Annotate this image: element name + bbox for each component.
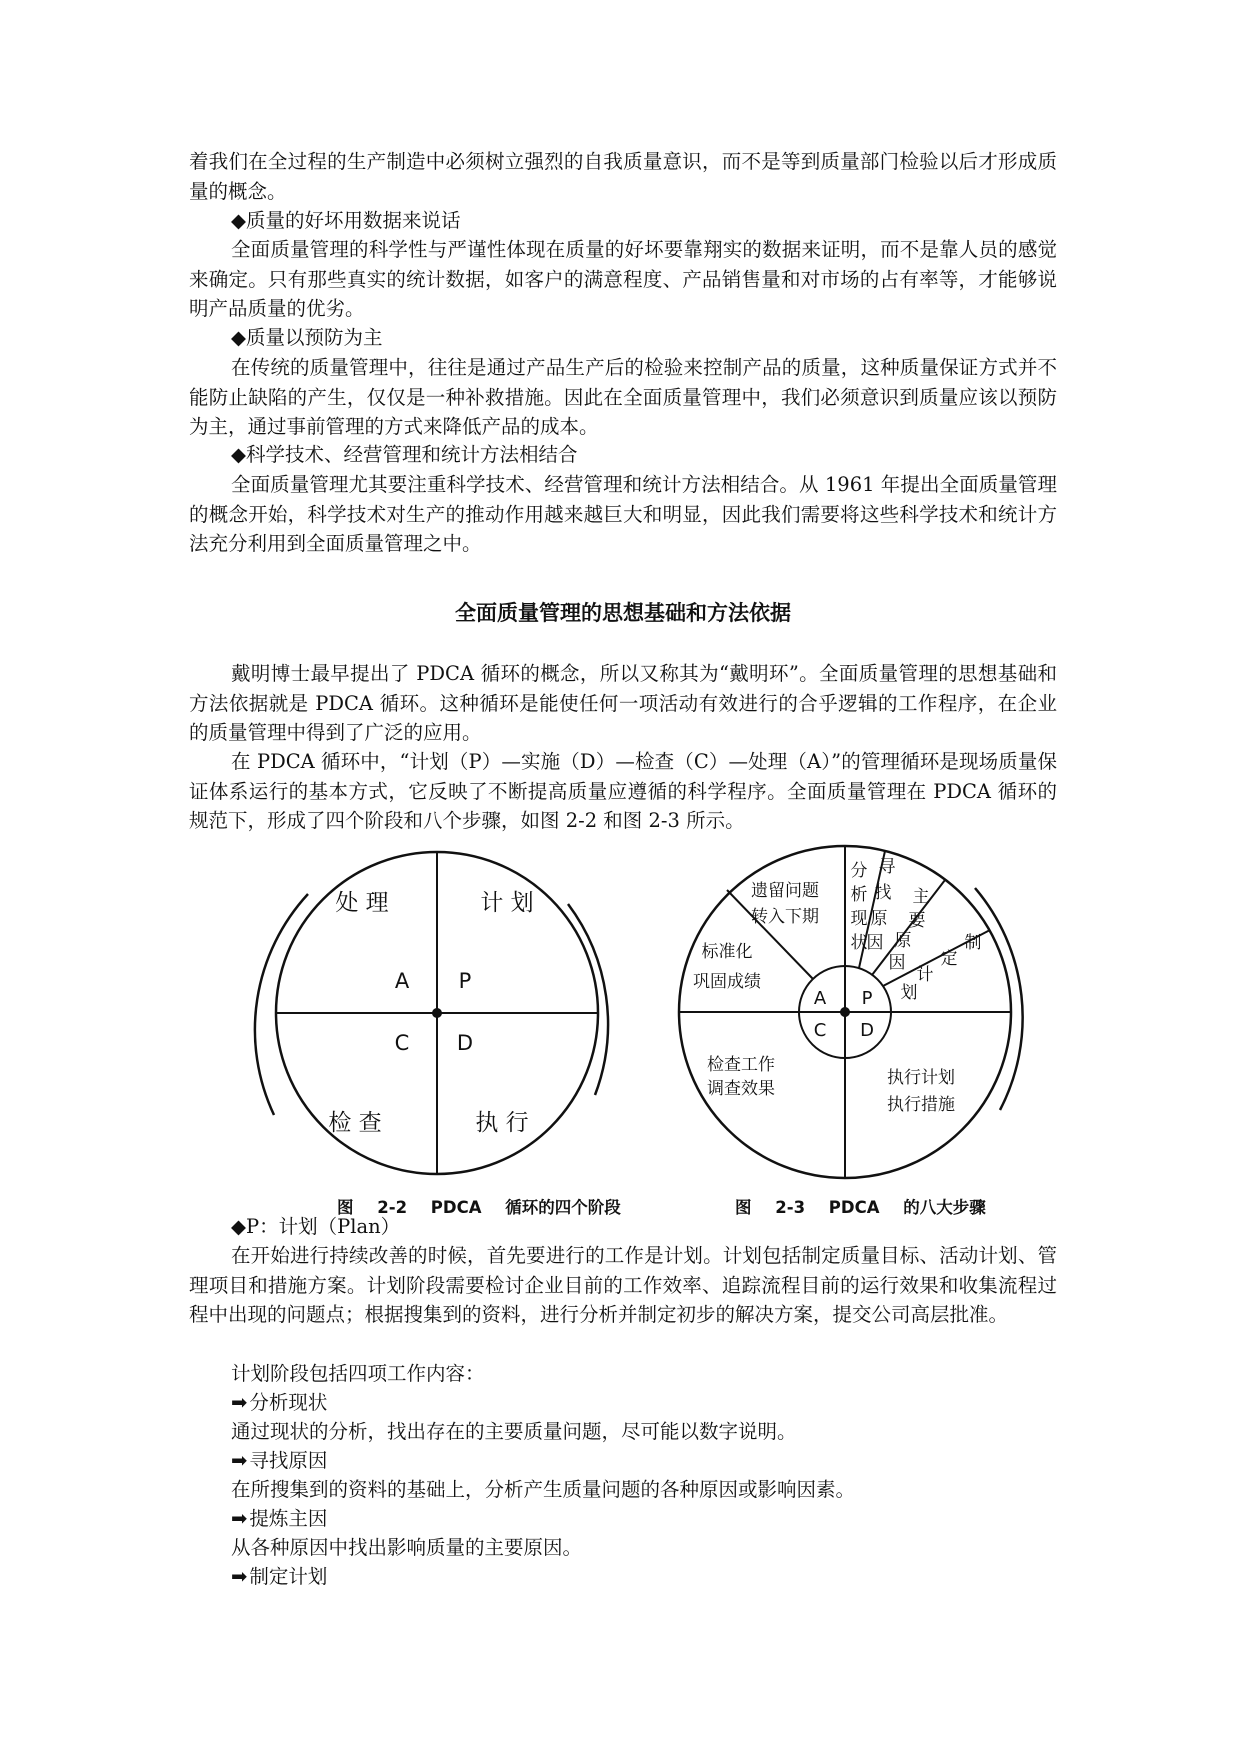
arrow-item — [231, 1504, 327, 1534]
step-plan-char: 定 — [940, 949, 958, 969]
quadrant-check: 检 查 — [328, 1110, 382, 1136]
step-analyze-char: 析 — [850, 885, 868, 905]
step-check: 检查工作 — [707, 1055, 775, 1075]
paragraph: 在所搜集到的资料的基础上，分析产生质量问题的各种原因或影响因素。 — [231, 1478, 856, 1501]
letter-c: C — [813, 1020, 827, 1041]
bullet-heading: ◆科学技术、经营管理和统计方法相结合 — [231, 443, 578, 466]
step-execute: 执行计划 — [887, 1068, 955, 1088]
arrow-item-label: 寻找原因 — [249, 1449, 328, 1472]
arrow-icon: ➡ — [231, 1507, 248, 1530]
paragraph: 在开始进行持续改善的时候，首先要进行的工作是计划。计划包括制定质量目标、活动计划、管理项目和措施方案。计划阶段需要检讨企业目前的工作效率、追踪流程目前的运行效果和收集流程过程中出现的问题点；根据搜集到的资料，进行分析并制定初步的解决方案，提交公司高层批准。 — [189, 1244, 1057, 1326]
letter-p: P — [458, 969, 472, 993]
quadrant-act: 处 理 — [335, 890, 389, 916]
letter-a: A — [813, 988, 827, 1009]
arrow-item — [231, 1446, 327, 1476]
step-main-cause-char: 原 — [894, 931, 912, 951]
step-carry-over-2: 转入下期 — [751, 907, 819, 927]
paragraph: 全面质量管理尤其要注重科学技术、经营管理和统计方法相结合。从 1961 年提出全面质量管理的概念开始，科学技术对生产的推动作用越来越巨大和明显，因此我们需要将这些科学技术和统计方法充分利用到全面质量管理之中。 — [189, 473, 1057, 555]
bullet-heading: ◆P：计划（Plan） — [231, 1215, 401, 1238]
arrow-item — [231, 1388, 327, 1418]
figure-caption: 图 2-2 PDCA 循环的四个阶段 — [337, 1198, 621, 1217]
center-dot — [432, 1008, 442, 1018]
step-main-cause-char: 主 — [912, 887, 930, 907]
step-main-cause-char: 要 — [908, 911, 926, 931]
center-dot — [840, 1007, 850, 1017]
step-analyze-char: 状 — [850, 933, 868, 953]
step-find-cause-char: 寻 — [878, 857, 896, 877]
figure-pdca-eight-steps — [655, 840, 1030, 1190]
step-check-2: 调查效果 — [707, 1079, 775, 1099]
bullet-heading: ◆质量以预防为主 — [231, 326, 383, 349]
quadrant-plan: 计 划 — [480, 890, 534, 916]
step-plan-char: 计 — [916, 965, 934, 985]
letter-p: P — [861, 988, 873, 1009]
letter-a: A — [394, 969, 410, 993]
figure-caption: 图 2-3 PDCA 的八大步骤 — [735, 1198, 986, 1217]
letter-d: D — [456, 1031, 474, 1055]
step-analyze-char: 分 — [850, 861, 868, 881]
arrow-item-label: 分析现状 — [249, 1391, 328, 1414]
paragraph: 通过现状的分析，找出存在的主要质量问题，尽可能以数字说明。 — [231, 1420, 797, 1443]
step-standardize-2: 巩固成绩 — [693, 972, 761, 992]
step-plan-char: 制 — [964, 933, 982, 953]
figure-pdca-four-stages — [250, 840, 630, 1190]
arrow-icon: ➡ — [231, 1449, 248, 1472]
paragraph: 从各种原因中找出影响质量的主要原因。 — [231, 1536, 583, 1559]
paragraph: 在传统的质量管理中，往往是通过产品生产后的检验来控制产品的质量，这种质量保证方式并不能防止缺陷的产生，仅仅是一种补救措施。因此在全面质量管理中，我们必须意识到质量应该以预防为主，通过事前管理的方式来降低产品的成本。 — [189, 356, 1057, 438]
arrow-icon: ➡ — [231, 1391, 248, 1414]
section-heading: 全面质量管理的思想基础和方法依据 — [455, 601, 791, 625]
arrow-item-label: 制定计划 — [249, 1565, 328, 1588]
step-main-cause-char: 因 — [888, 953, 906, 973]
paragraph: 计划阶段包括四项工作内容： — [231, 1362, 485, 1385]
paragraph: 在 PDCA 循环中，“计划（P）—实施（D）—检查（C）—处理（A）”的管理循环是现场质量保证体系运行的基本方式，它反映了不断提高质量应遵循的科学程序。全面质量管理在 PDCA 循环的规范下，形成了四个阶段和八个步骤，如图 2-2 和图 2-3 所示。 — [189, 750, 1057, 832]
arrow-icon: ➡ — [231, 1565, 248, 1588]
step-plan-char: 划 — [900, 983, 918, 1003]
paragraph: 全面质量管理的科学性与严谨性体现在质量的好坏要靠翔实的数据来证明，而不是靠人员的感觉来确定。只有那些真实的统计数据，如客户的满意程度、产品销售量和对市场的占有率等，才能够说明产品质量的优劣。 — [189, 238, 1057, 320]
divider — [727, 890, 813, 979]
letter-c: C — [394, 1031, 410, 1055]
step-find-cause-char: 原 — [870, 909, 888, 929]
bullet-heading: ◆质量的好坏用数据来说话 — [231, 209, 461, 232]
letter-d: D — [860, 1020, 874, 1041]
step-find-cause-char: 因 — [866, 933, 884, 953]
step-analyze-char: 现 — [850, 909, 868, 929]
step-standardize: 标准化 — [701, 942, 753, 962]
arrow-item-label: 提炼主因 — [249, 1507, 328, 1530]
step-carry-over: 遗留问题 — [751, 881, 819, 901]
arrow-item — [231, 1562, 327, 1592]
quadrant-do: 执 行 — [475, 1110, 529, 1136]
step-find-cause-char: 找 — [874, 883, 892, 903]
paragraph: 戴明博士最早提出了 PDCA 循环的概念，所以又称其为“戴明环”。全面质量管理的思想基础和方法依据就是 PDCA 循环。这种循环是能使任何一项活动有效进行的合乎逻辑的工作程序，在企业的质量管理中得到了广泛的应用。 — [189, 662, 1057, 744]
paragraph: 着我们在全过程的生产制造中必须树立强烈的自我质量意识，而不是等到质量部门检验以后才形成质量的概念。 — [189, 150, 1057, 203]
step-execute-2: 执行措施 — [887, 1095, 955, 1115]
